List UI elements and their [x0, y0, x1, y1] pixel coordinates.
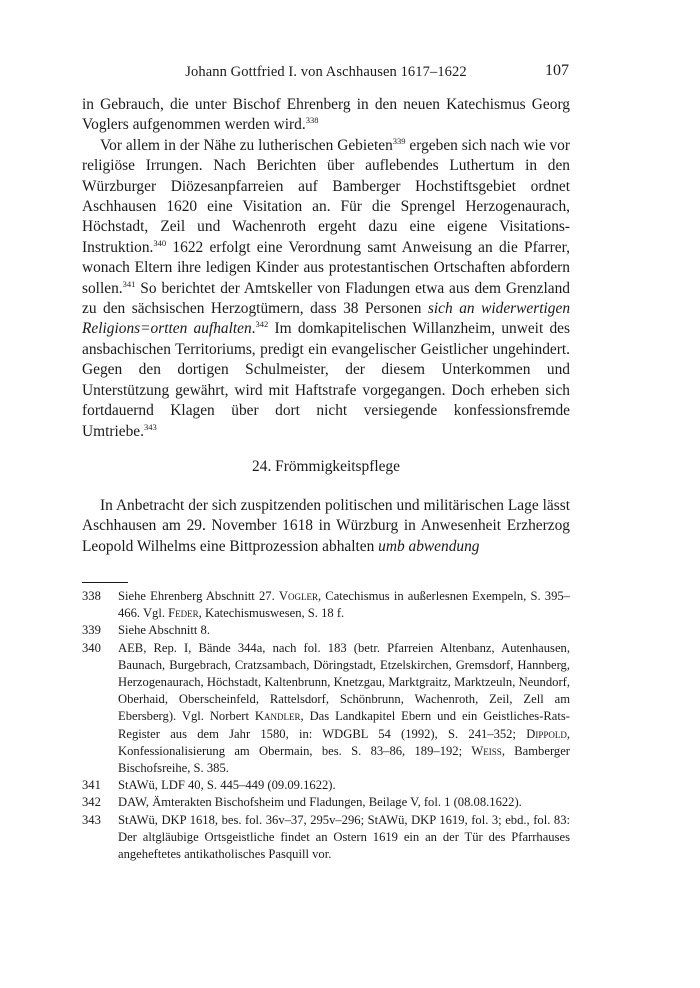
footnote [82, 812, 570, 864]
footnote [82, 588, 570, 622]
footnotes [82, 588, 570, 863]
footnote-ref[interactable]: 338 [305, 115, 319, 126]
footnote-text: AEB, Rep. I, Bände 344a, nach fol. 183 (betr. Pfarreien Altenbanz, Autenhausen, Baunach, Burgebrach, Cratzsambach, Döringstadt, Etzelskirchen, Gremsdorf, Hannberg, Herzogenaurach, Höchstadt, Kaltenbrunn, Knetzgau, Marktgraitz, Marktzeuln, Neundorf, Oberhaid, Oberscheinfeld, Rattelsdorf, Schönbrunn, Wachenroth, Zeil, Zell am Ebersberg). Vgl. Norbert Kandler, Das Landkapitel Ebern und ein Geistliches-Rats-Register aus dem Jahr 1580, in: WDGBL 54 (1992), S. 241–352; Dippold, Konfessionalisierung am Obermain, bes. S. 83–86, 189–192; Weiss, Bamberger Bischofsreihe, S. 385. [118, 640, 570, 776]
footnote-number: 343 [82, 812, 101, 827]
footnote-ref[interactable]: 341 [122, 278, 136, 289]
footnote-number: 340 [82, 640, 101, 655]
footnote-text: Siehe Ehrenberg Abschnitt 27. Vogler, Catechismus in außerlesnen Exempeln, S. 395–466. Vgl. Feder, Katechismuswesen, S. 18 f. [118, 589, 570, 621]
footnote-number: 342 [82, 795, 101, 810]
footnote-number: 338 [82, 589, 101, 603]
running-head: Johann Gottfried I. von Aschhausen 1617–1622 [185, 64, 467, 80]
paragraph: Vor allem in der Nähe zu lutherischen Gebieten$^{339}$ ergeben sich nach wie vor religiöse Irrungen. Nach Berichten über auflebendes Luthertum in den Würzburger Diözesanpfarreien auf Bamberger Hochstiftsgebiet ordnet Aschhausen 1620 eine Visitation an. Für die Sprengel Herzogenaurach, Höchstadt, Zeil und Wachenroth ergeht dazu eine eigene Visitations-Instruktion.$^{340}$ 1622 erfolgt eine Verordnung samt Anweisung an die Pfarrer, wonach Eltern ihre ledigen Kinder aus protestantischen Ortschaften abfordern sollen.$^{341}$ So berichtet der Amtskeller von Fladungen etwa aus dem Grenzland zu den sächsischen Herzogtümern, dass 38 Personen sich an widerwertigen Religions=ortten aufhalten.$^{342}$ Im domkapitelischen Willanzheim, unweit des ansbachischen Territoriums, predigt ein evangelischer Geistlicher ungehindert. Gegen den dortigen Schulmeister, der diesem Unterkommen und Unterstützung gewährt, wird mit Haftstrafe vorgegangen. Doch erheben sich fortdauernd Klagen über dort nicht versiegende konfessionsfremde Umtriebe.$^{343}$ [82, 135, 571, 440]
footnote [82, 777, 570, 794]
section-text [82, 496, 570, 557]
footnote-number: 341 [82, 778, 101, 793]
footnote-text: DAW, Ämterakten Bischofsheim und Fladungen, Beilage V, fol. 1 (08.08.1622). [118, 795, 522, 810]
footnote-ref[interactable]: 340 [153, 237, 167, 248]
footnote [82, 622, 570, 639]
paragraph: In Anbetracht der sich zuspitzenden politischen und militärischen Lage lässt Aschhausen am 29. November 1618 in Würzburg in Anwesenheit Erzherzog Leopold Wilhelms eine Bittprozession abhalten umb abwendung [82, 497, 570, 555]
section-heading: 24. Frömmigkeitspflege [252, 458, 400, 475]
quotation: umb abwendung [378, 537, 480, 555]
footnote-ref[interactable]: 339 [392, 135, 406, 146]
footnote [82, 640, 570, 778]
footnote [82, 794, 570, 811]
footnote-text: StAWü, LDF 40, S. 445–449 (09.09.1622). [118, 778, 336, 793]
footnote-divider [82, 582, 128, 583]
footnote-number: 339 [82, 623, 101, 638]
paragraph: in Gebrauch, die unter Bischof Ehrenberg in den neuen Katechismus Georg Voglers aufgenommen werden wird.$^{338}$ [82, 96, 570, 134]
footnote-text: StAWü, DKP 1618, bes. fol. 36v–37, 295v–296; StAWü, DKP 1619, fol. 3; ebd., fol. 83: Der altgläubige Ortsgeistliche findet an Ostern 1619 ein an der Tür des Pfarrhauses angeheftetes antikatholisches Pasquill vor. [118, 812, 570, 862]
quotation: sich an widerwertigen Religions=ortten aufhalten [82, 300, 571, 338]
main-text [82, 95, 570, 442]
footnote-ref[interactable]: 343 [143, 421, 157, 432]
page-number: 107 [545, 62, 569, 79]
footnote-text: Siehe Abschnitt 8. [118, 623, 210, 638]
footnote-ref[interactable]: 342 [255, 319, 269, 330]
